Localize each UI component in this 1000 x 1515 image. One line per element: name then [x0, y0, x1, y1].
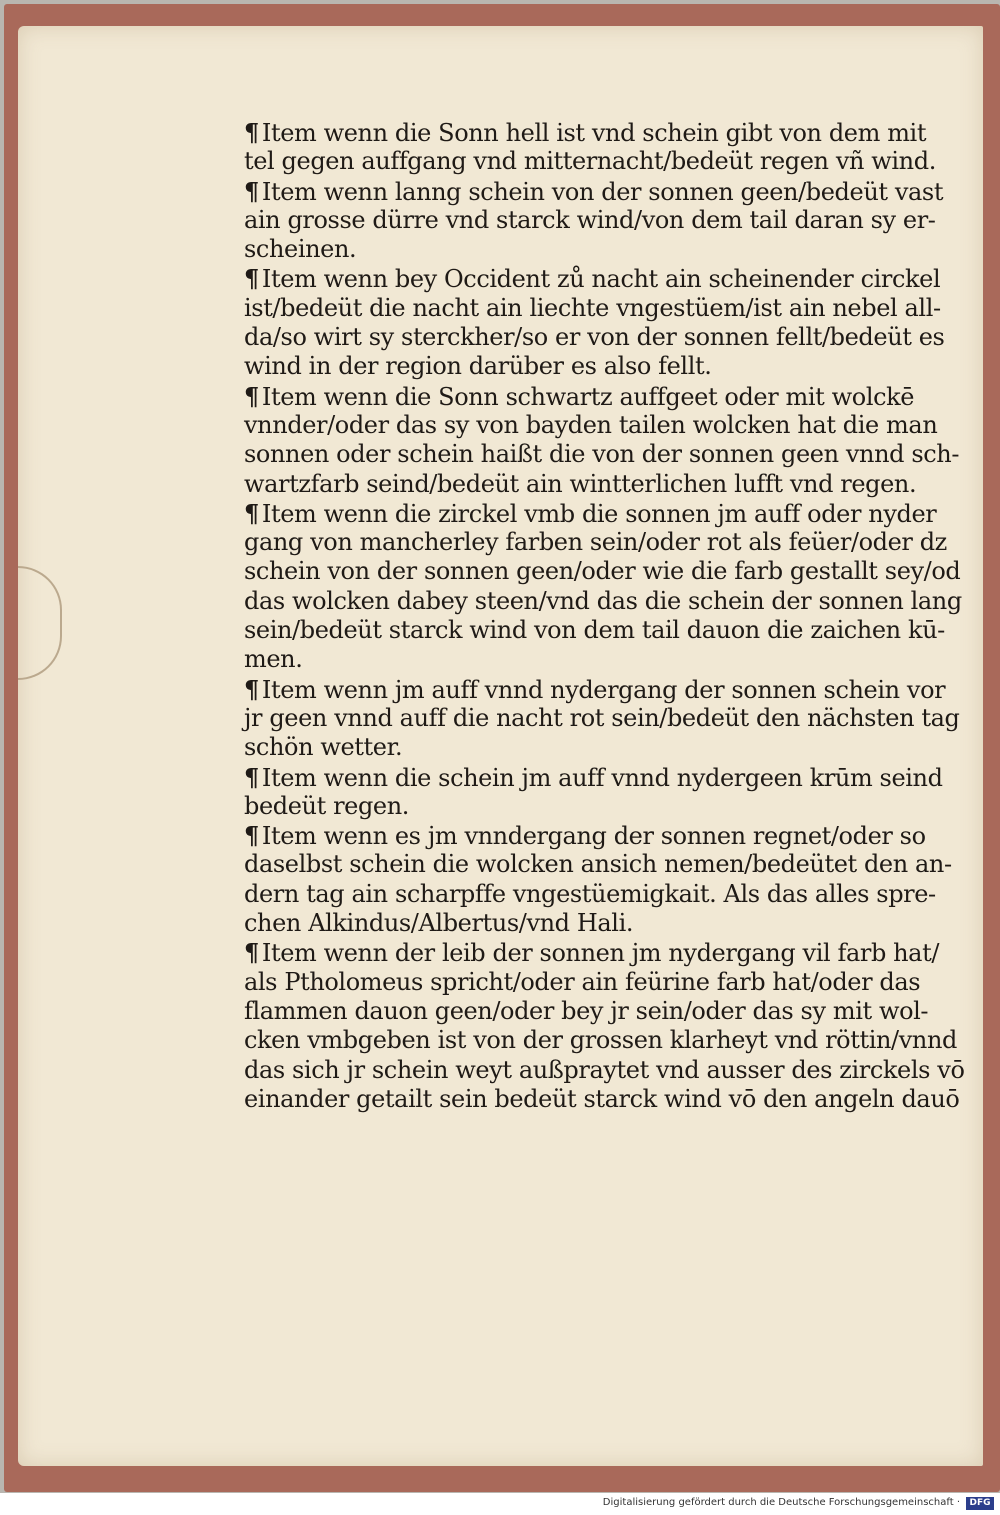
text-line: schön wetter.	[244, 733, 403, 762]
paragraph-start-line: ¶ Item wenn die Sonn schwartz auffgeet oder mit wolckē	[244, 382, 924, 411]
page-text	[244, 118, 965, 1114]
text-line: scheinen.	[244, 235, 357, 264]
text-line: jr geen vnnd auff die nacht rot sein/bedeüt den nächsten tag	[244, 703, 960, 732]
paragraph-start-line: ¶ Item wenn die Sonn hell ist vnd schein gibt von dem mit	[244, 118, 924, 147]
page-notch	[18, 566, 62, 680]
text-line: als Ptholomeus spricht/oder ain feürine farb hat/oder das	[244, 967, 921, 996]
text-line: bedeüt regen.	[244, 791, 409, 820]
text-line: das sich jr schein weyt außpraytet vnd ausser des zirckels vō	[244, 1055, 965, 1084]
text-line: men.	[244, 645, 303, 674]
text-line: schein von der sonnen geen/oder wie die farb gestallt sey/od	[244, 557, 961, 586]
paragraph-start-line: ¶ Item wenn es jm vnndergang der sonnen regnet/oder so	[244, 821, 924, 850]
text-line: gang von mancherley farben sein/oder rot als feüer/oder dz	[244, 528, 947, 557]
text-line: daselbst schein die wolcken ansich nemen/bedeütet den an-	[244, 850, 952, 879]
paragraph-start-line: ¶ Item wenn der leib der sonnen jm nydergang vil farb hat/	[244, 938, 924, 967]
text-line: sonnen oder schein haißt die von der sonnen geen vnnd sch-	[244, 440, 960, 469]
text-line: chen Alkindus/Albertus/vnd Hali.	[244, 909, 634, 938]
paragraph-start-line: ¶ Item wenn jm auff vnnd nydergang der sonnen schein vor	[244, 675, 924, 704]
text-line: das wolcken dabey steen/vnd das die schein der sonnen lang	[244, 586, 962, 615]
text-line: einander getailt sein bedeüt starck wind vō den angeln dauō	[244, 1084, 960, 1113]
text-line: wartzfarb seind/bedeüt ain wintterlichen lufft vnd regen.	[244, 469, 917, 498]
text-line: ain grosse dürre vnd starck wind/von dem tail daran sy er-	[244, 205, 936, 234]
text-line: dern tag ain scharpffe vngestüemigkait. Als das alles spre-	[244, 879, 936, 908]
text-line: sein/bedeüt starck wind von dem tail dauon die zaichen kū-	[244, 616, 945, 645]
paragraph-start-line: ¶ Item wenn lanng schein von der sonnen geen/bedeüt vast	[244, 177, 924, 206]
paragraph-start-line: ¶ Item wenn die zirckel vmb die sonnen jm auff oder nyder	[244, 499, 924, 528]
text-line: da/so wirt sy sterckher/so er von der sonnen fellt/bedeüt es	[244, 323, 945, 352]
footer-bar	[0, 1493, 1000, 1515]
text-line: ist/bedeüt die nacht ain liechte vngestüem/ist ain nebel all-	[244, 293, 941, 322]
dfg-logo-icon: DFG	[966, 1497, 994, 1510]
paragraph-start-line: ¶ Item wenn bey Occident zů nacht ain scheinender circkel	[244, 264, 924, 293]
text-line: flammen dauon geen/oder bey jr sein/oder das sy mit wol-	[244, 996, 929, 1025]
text-line: vnnder/oder das sy von bayden tailen wolcken hat die man	[244, 410, 938, 439]
text-line: wind in der region darüber es also fellt.	[244, 352, 712, 381]
footer-credit: Digitalisierung gefördert durch die Deutsche Forschungsgemeinschaft ·	[602, 1497, 960, 1508]
paragraph-start-line: ¶ Item wenn die schein jm auff vnnd nydergeen krūm seind	[244, 763, 924, 792]
text-line: cken vmbgeben ist von der grossen klarheyt vnd röttin/vnnd	[244, 1026, 957, 1055]
text-line: tel gegen auffgang vnd mitternacht/bedeüt regen vñ wind.	[244, 147, 936, 176]
